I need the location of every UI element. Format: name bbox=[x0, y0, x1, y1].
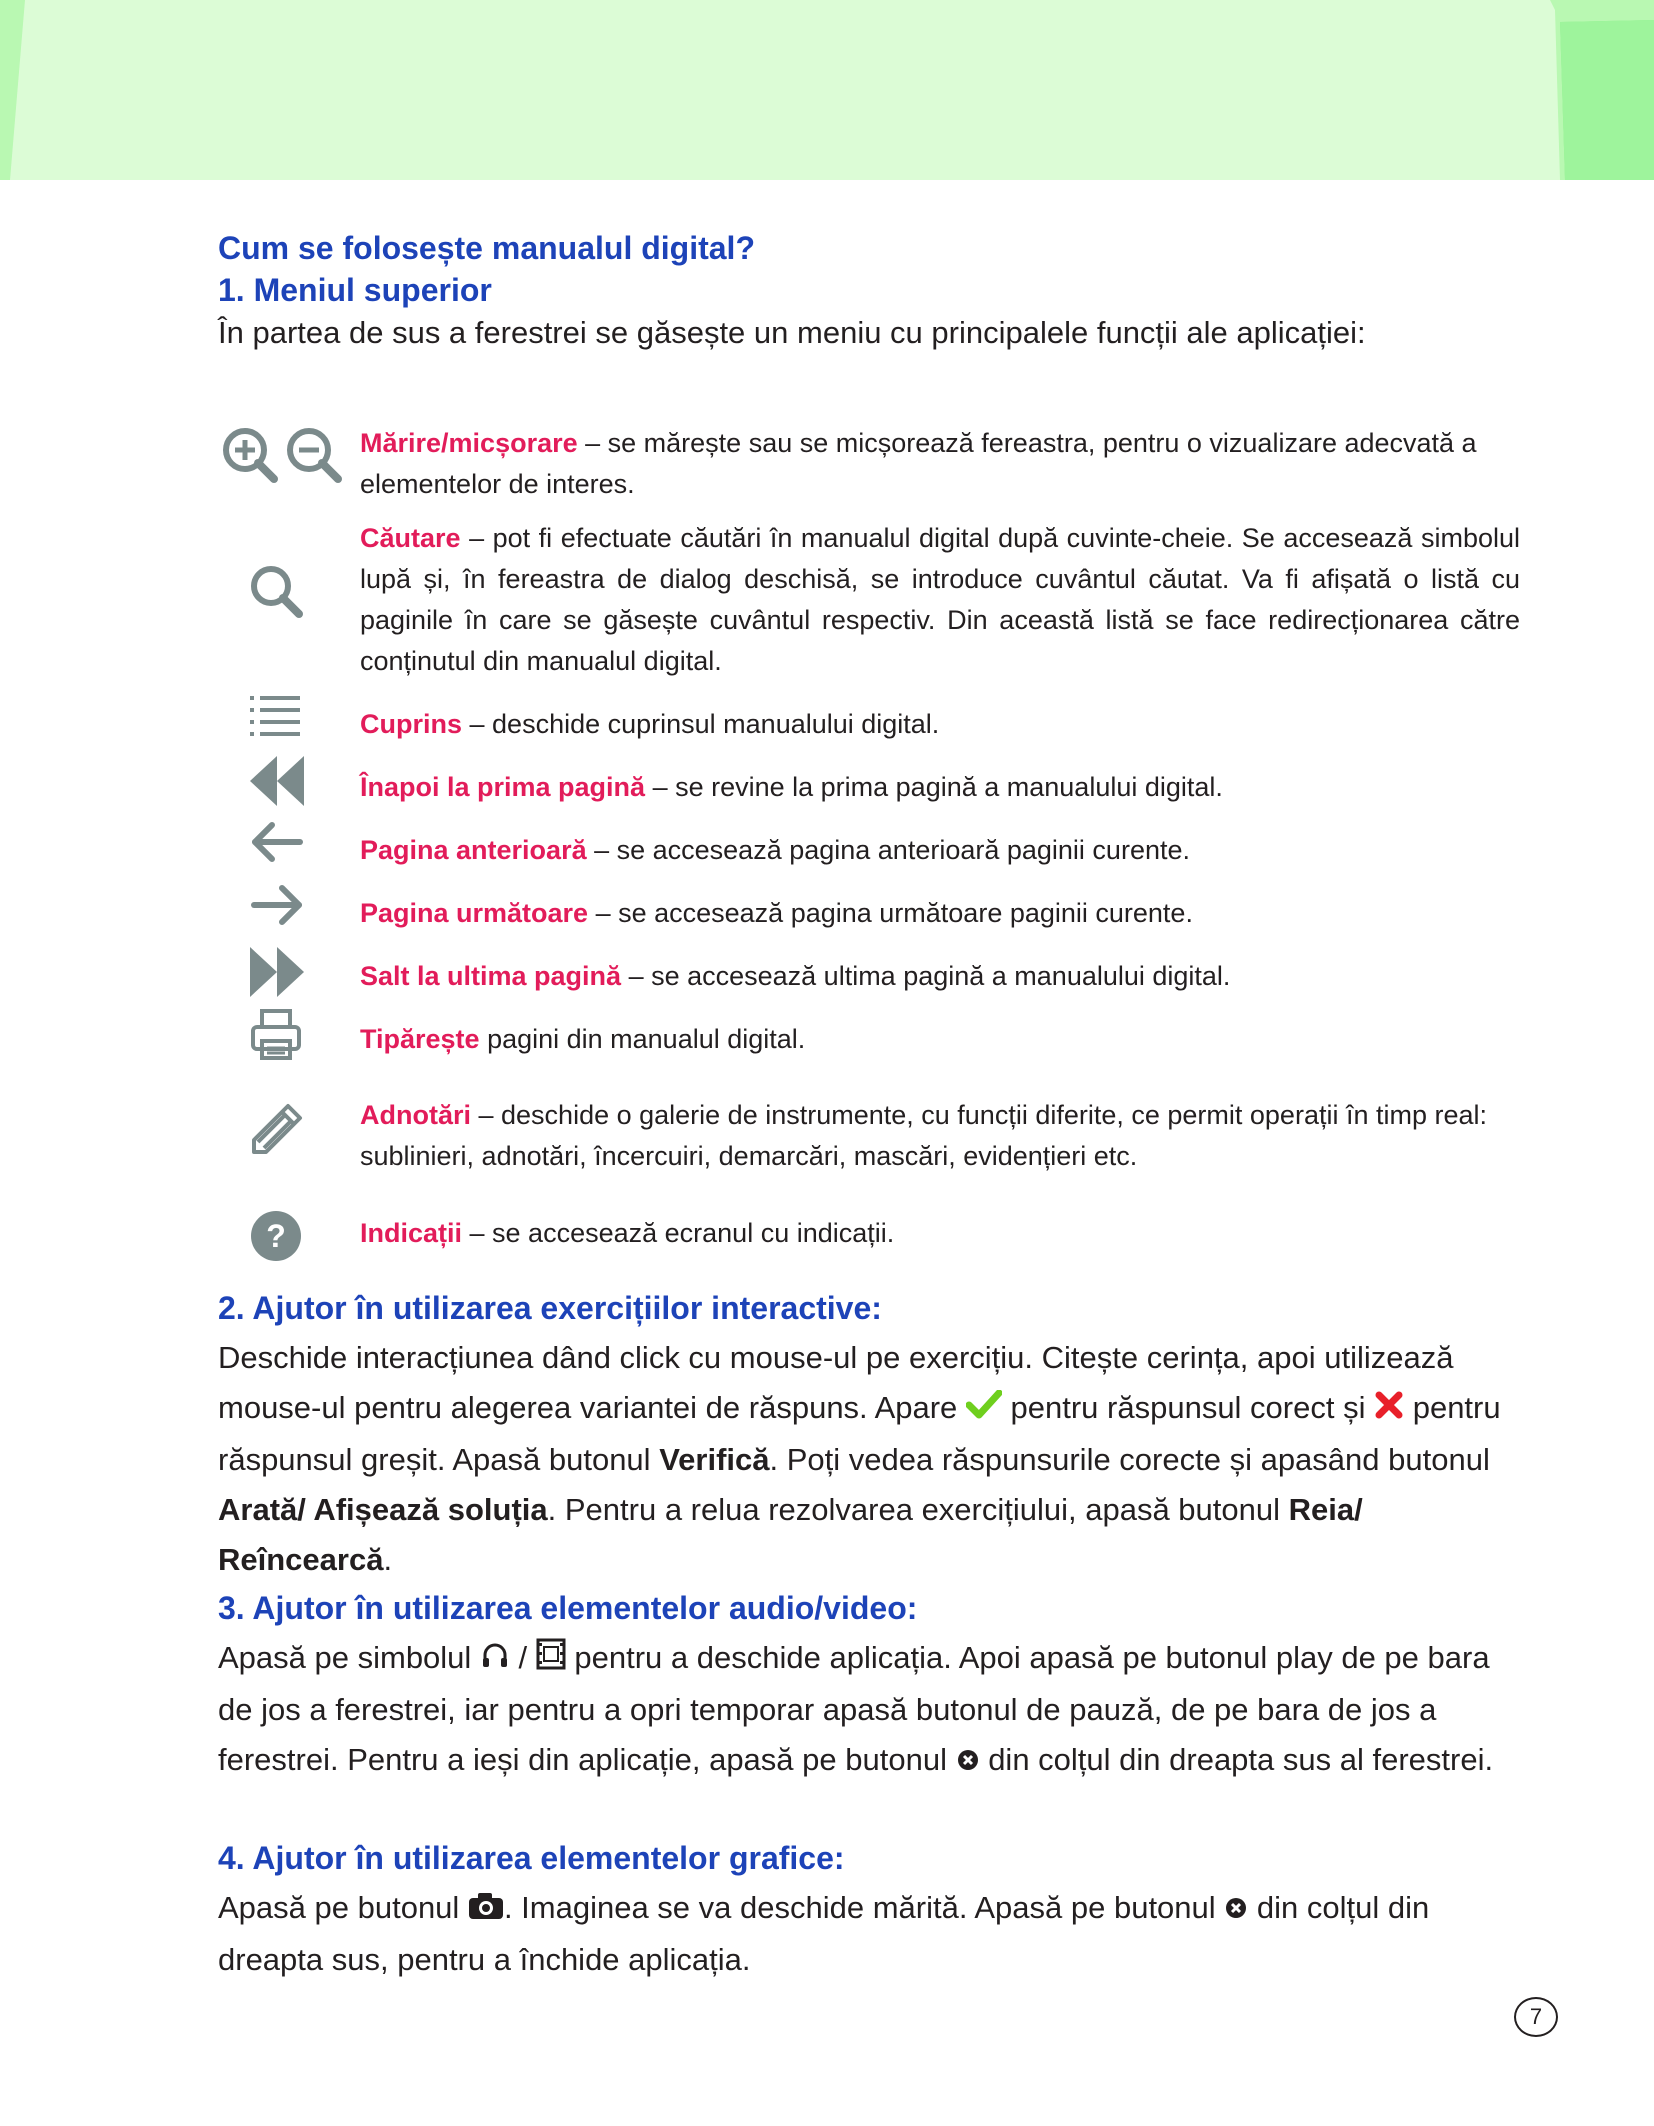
menu-item-zoom: Mărire/micșorare – se mărește sau se micșorează fereastra, pentru o vizualizare adecvată a elementelor de interes. bbox=[360, 428, 1477, 499]
headphones-icon bbox=[480, 1635, 510, 1685]
section3-text: Apasă pe simbolul / pentru a deschide aplicația. Apoi apasă pe butonul play de pe bara de jos a ferestrei, iar pentru a opri temporar apasă butonul de pauză, de pe bara de jos a ferestrei. Pentru a ieși din aplicație, apasă pe butonul din colțul din dreapta sus al ferestrei. bbox=[218, 1633, 1518, 1787]
section-heading-2: 2. Ajutor în utilizarea exercițiilor interactive: bbox=[218, 1290, 882, 1326]
zoom-out-icon bbox=[284, 425, 344, 485]
arrow-left-icon bbox=[250, 820, 304, 864]
arrow-right-icon bbox=[250, 883, 304, 927]
menu-item-previous-page: Pagina anterioară – se accesează pagina anterioară paginii curente. bbox=[360, 835, 1190, 865]
film-icon bbox=[536, 1635, 566, 1685]
menu-item-search: Căutare – pot fi efectuate căutări în manualul digital după cuvinte-cheie. Se accesează simbolul lupă și, în fereastra de dialog deschisă, se introduce cuvântul căutat. Va fi afișată o listă cu paginile în care se găsește cuvântul respectiv. Din această listă se face redirecționarea către conținutul din manualul digital. bbox=[360, 523, 1520, 676]
menu-item-last-page: Salt la ultima pagină – se accesează ultima pagină a manualului digital. bbox=[360, 961, 1231, 991]
page-title: Cum se folosește manualul digital? bbox=[218, 230, 755, 266]
search-icon bbox=[248, 563, 304, 619]
header-banner bbox=[0, 0, 1654, 180]
camera-icon bbox=[468, 1885, 504, 1935]
section-heading-4: 4. Ajutor în utilizarea elementelor grafice: bbox=[218, 1840, 845, 1876]
menu-item-print: Tipărește pagini din manualul digital. bbox=[360, 1024, 806, 1054]
list-icon bbox=[250, 693, 302, 737]
section-heading-3: 3. Ajutor în utilizarea elementelor audio/video: bbox=[218, 1590, 918, 1626]
cross-icon bbox=[1374, 1385, 1404, 1435]
svg-text:?: ? bbox=[266, 1218, 286, 1254]
zoom-in-icon bbox=[220, 425, 280, 485]
printer-icon bbox=[250, 1008, 302, 1062]
help-icon bbox=[250, 1210, 302, 1262]
rewind-icon bbox=[250, 756, 304, 806]
fast-forward-icon bbox=[250, 947, 304, 997]
section-heading-1: 1. Meniul superior bbox=[218, 272, 492, 308]
menu-item-next-page: Pagina următoare – se accesează pagina următoare paginii curente. bbox=[360, 898, 1193, 928]
page-number: 7 bbox=[1514, 1997, 1558, 2037]
section4-text: Apasă pe butonul . Imaginea se va deschide mărită. Apasă pe butonul din colțul din dreapta sus, pentru a închide aplicația. bbox=[218, 1883, 1518, 1985]
pencil-icon bbox=[250, 1102, 304, 1156]
close-icon bbox=[1224, 1885, 1248, 1935]
section2-text: Deschide interacțiunea dând click cu mouse-ul pe exercițiu. Citește cerința, apoi utilizează mouse-ul pentru alegerea variantei de răspuns. Apare pentru răspunsul corect și pentru răspunsul greșit. Apasă butonul Verifică. Poți vedea răspunsurile corecte și apasând butonul Arată/ Afișează soluția. Pentru a relua rezolvarea exercițiului, apasă butonul Reia/ Reîncearcă. bbox=[218, 1340, 1501, 1577]
close-icon bbox=[956, 1737, 980, 1787]
intro-text: În partea de sus a ferestrei se găsește un meniu cu principalele funcții ale aplicației: bbox=[218, 315, 1366, 350]
check-icon bbox=[966, 1385, 1002, 1435]
menu-item-help: Indicații – se accesează ecranul cu indicații. bbox=[360, 1218, 895, 1248]
menu-item-first-page: Înapoi la prima pagină – se revine la prima pagină a manualului digital. bbox=[360, 772, 1223, 802]
menu-item-annotations: Adnotări – deschide o galerie de instrumente, cu funcții diferite, ce permit operații în timp real: sublinieri, adnotări, încercuiri, demarcări, mascări, evidențieri etc. bbox=[360, 1100, 1488, 1171]
menu-item-contents: Cuprins – deschide cuprinsul manualului digital. bbox=[360, 709, 940, 739]
